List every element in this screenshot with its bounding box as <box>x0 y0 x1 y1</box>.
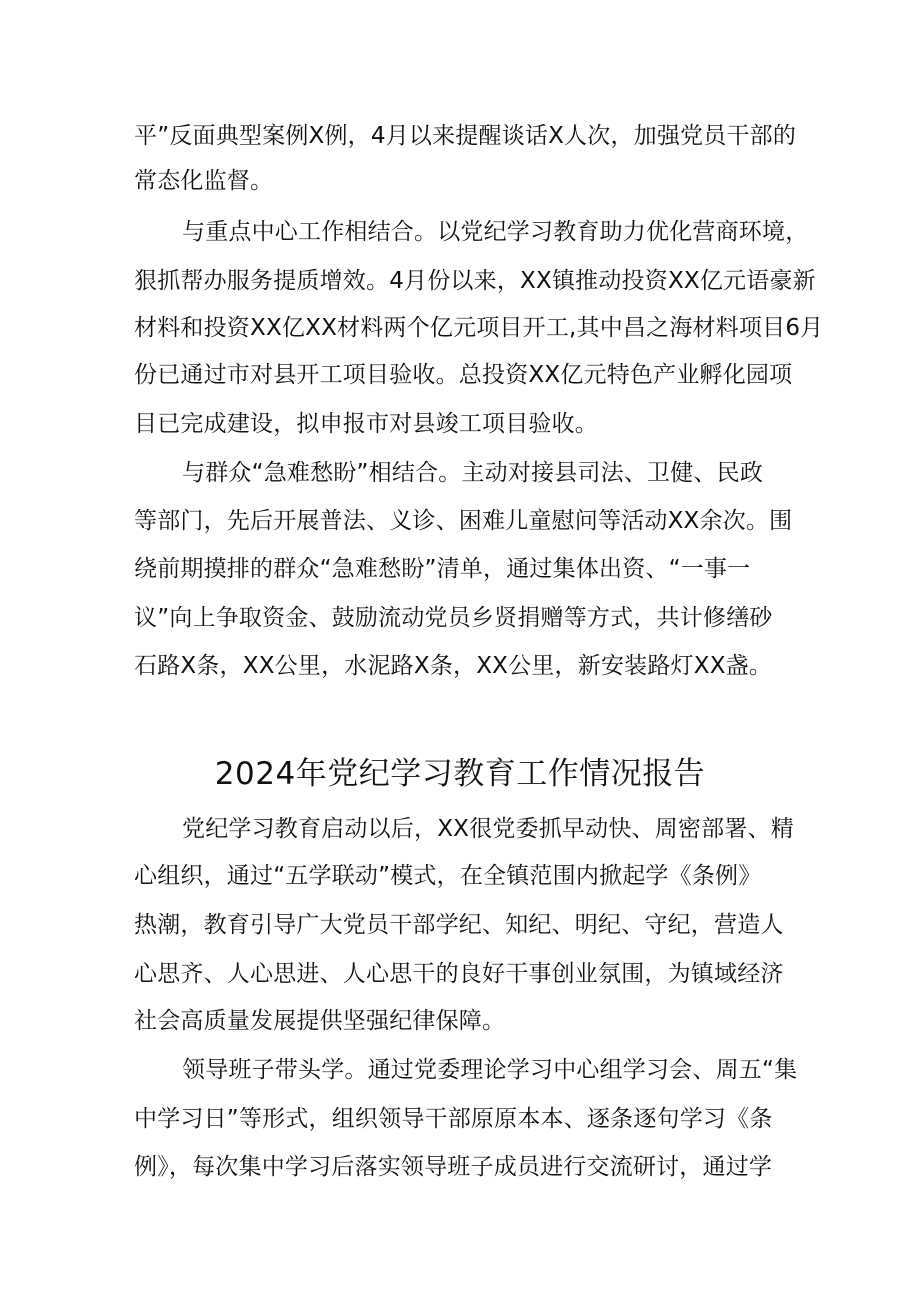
paragraph-line: 平”反面典型案例X例，4月以来提醒谈话X人次，加强党员干部的 <box>134 123 797 149</box>
paragraph-line: 石路X条，XX公里，水泥路X条，XX公里，新安装路灯XX盏。 <box>134 653 773 679</box>
paragraph-line: 常态化监督。 <box>134 168 274 194</box>
paragraph-line: 材料和投资XX亿XX材料两个亿元项目开工,其中昌之海材料项目6月 <box>134 315 824 341</box>
paragraph-line: 党纪学习教育启动以后，XX很党委抓早动快、周密部署、精 <box>182 816 794 842</box>
paragraph-line: 目已完成建设，拟申报市对县竣工项目验收。 <box>134 411 598 437</box>
paragraph-line: 份已通过市对县开工项目验收。总投资XX亿元特色产业孵化园项 <box>134 362 793 388</box>
paragraph-line: 与群众“急难愁盼”相结合。主动对接县司法、卫健、民政 <box>182 460 764 486</box>
paragraph-line: 与重点中心工作相结合。以党纪学习教育助力优化营商环境， <box>182 219 809 245</box>
paragraph-line: 中学习日”等形式，组织领导干部原原本本、逐条逐句学习《条 <box>134 1106 773 1132</box>
paragraph-line: 等部门，先后开展普法、义诊、困难儿童慰问等活动XX余次。围 <box>134 508 793 534</box>
paragraph-line: 领导班子带头学。通过党委理论学习中心组学习会、周五“集 <box>182 1057 798 1083</box>
paragraph-line: 心组织，通过“五学联动”模式，在全镇范围内掀起学《条例》 <box>134 863 762 889</box>
paragraph-line: 心思齐、人心思进、人心思干的良好干事创业氛围，为镇域经济 <box>134 961 784 987</box>
paragraph-line: 议”向上争取资金、鼓励流动党员乡贤捐赠等方式，共计修缮砂 <box>134 605 773 631</box>
paragraph-line: 例》，每次集中学习后落实领导班子成员进行交流研讨，通过学 <box>134 1154 773 1180</box>
paragraph-line: 绕前期摸排的群众“急难愁盼”清单，通过集体出资、“一事一 <box>134 556 751 582</box>
paragraph-line: 狠抓帮办服务提质增效。4月份以来，XX镇推动投资XX亿元语豪新 <box>134 268 816 294</box>
report-title: 2024年党纪学习教育工作情况报告 <box>214 756 706 792</box>
paragraph-line: 社会高质量发展提供坚强纪律保障。 <box>134 1008 506 1034</box>
paragraph-line: 热潮，教育引导广大党员干部学纪、知纪、明纪、守纪，营造人 <box>134 912 784 938</box>
